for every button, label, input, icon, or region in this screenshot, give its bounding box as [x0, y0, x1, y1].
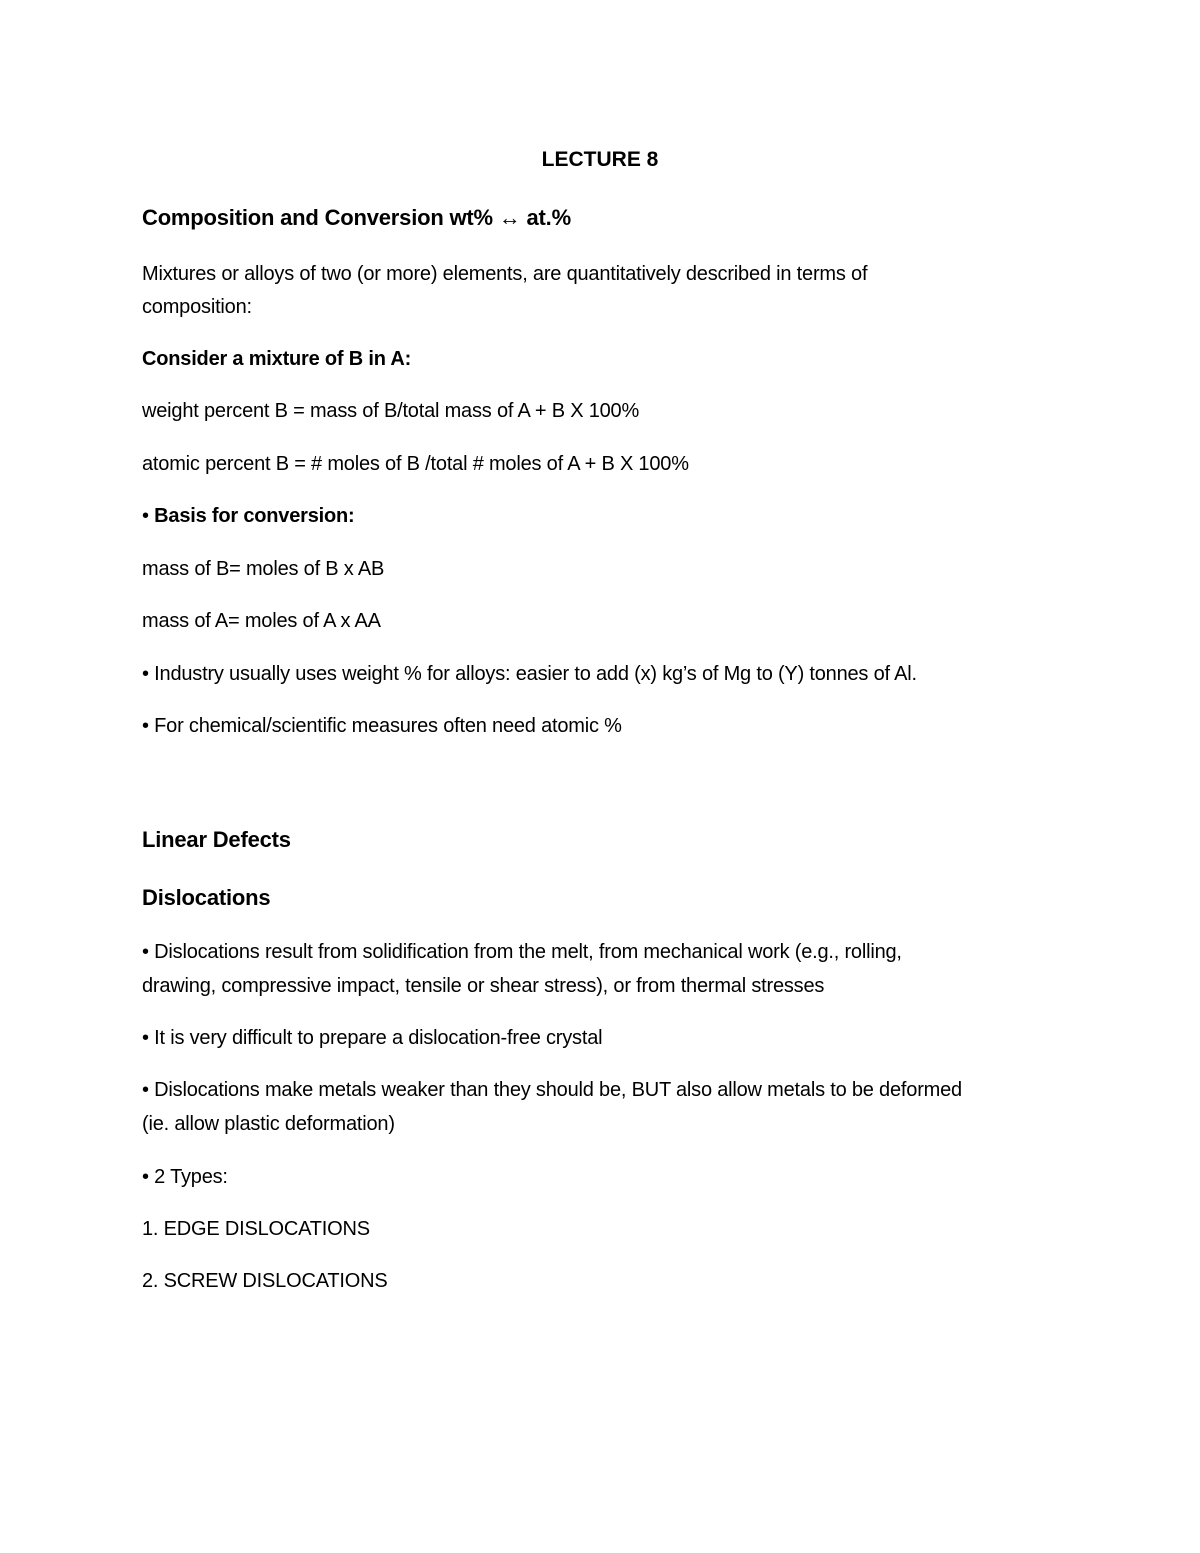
- section-heading-linear-defects: Linear Defects: [142, 827, 291, 852]
- type-screw-dislocations: 2. SCREW DISLOCATIONS: [142, 1270, 388, 1292]
- dislocation-bullet-2: • It is very difficult to prepare a dislocation-free crystal: [142, 1027, 603, 1049]
- page-title: LECTURE 8: [541, 148, 659, 171]
- atomic-percent-formula: atomic percent B = # moles of B /total # moles of A + B X 100%: [142, 453, 689, 475]
- weight-percent-formula: weight percent B = mass of B/total mass of A + B X 100%: [142, 400, 640, 422]
- intro-text-line-2: composition:: [142, 296, 252, 318]
- mass-a-formula: mass of A= moles of A x AA: [142, 610, 381, 632]
- dislocation-bullet-1-line-2: drawing, compressive impact, tensile or shear stress), or from thermal stresses: [142, 975, 825, 997]
- dislocation-bullet-1-line-1: • Dislocations result from solidification from the melt, from mechanical work (e.g., rolling,: [142, 941, 902, 963]
- basis-line: [142, 499, 1062, 533]
- consider-statement: Consider a mixture of B in A:: [142, 348, 412, 370]
- dislocation-bullet-3-line-1: • Dislocations make metals weaker than they should be, BUT also allow metals to be deformed: [142, 1079, 962, 1101]
- chemical-bullet: • For chemical/scientific measures often need atomic %: [142, 715, 622, 737]
- types-bullet: • 2 Types:: [142, 1166, 228, 1188]
- bullet-icon: •: [142, 505, 149, 527]
- mass-b-formula: mass of B= moles of B x AB: [142, 558, 385, 580]
- industry-bullet: • Industry usually uses weight % for alloys: easier to add (x) kg’s of Mg to (Y) tonnes of Al.: [142, 663, 917, 685]
- intro-text-line-1: Mixtures or alloys of two (or more) elements, are quantitatively described in terms of: [142, 263, 868, 285]
- type-edge-dislocations: 1. EDGE DISLOCATIONS: [142, 1218, 370, 1240]
- dislocation-bullet-3-line-2: (ie. allow plastic deformation): [142, 1113, 395, 1135]
- subheading-dislocations: Dislocations: [142, 885, 271, 910]
- basis-label: Basis for conversion:: [154, 505, 355, 527]
- section-heading-composition: Composition and Conversion wt% ↔ at.%: [142, 205, 571, 230]
